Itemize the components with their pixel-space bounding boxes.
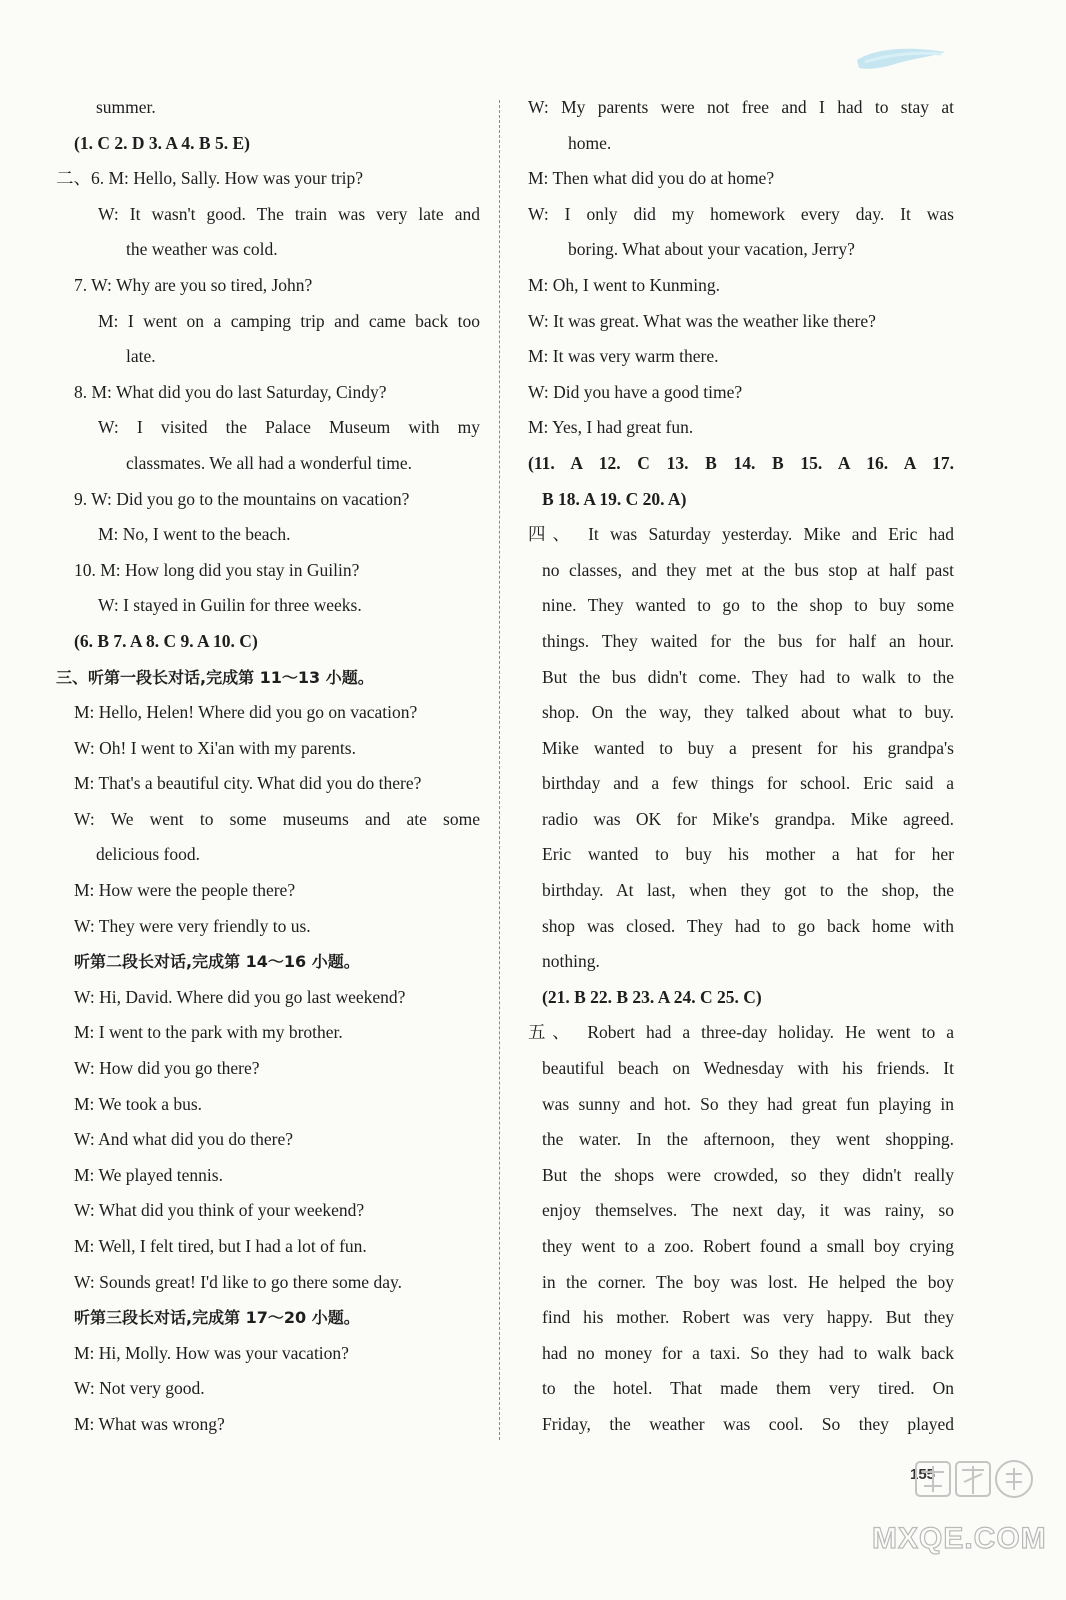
column-divider xyxy=(499,100,500,1440)
left-column-line: M: How were the people there? xyxy=(74,880,296,901)
decorative-brush-stroke xyxy=(855,42,947,74)
left-column-line: M: Hello, Helen! Where did you go on vacation? xyxy=(74,702,418,723)
right-column-line: M: It was very warm there. xyxy=(528,346,719,367)
left-column-line: M: That's a beautiful city. What did you do there? xyxy=(74,773,422,794)
right-column-line: was sunny and hot. So they had great fun playing in xyxy=(542,1093,954,1114)
left-column-line: W: It wasn't good. The train was very late and xyxy=(98,203,480,224)
left-column-line: W: How did you go there? xyxy=(74,1058,260,1079)
left-column-line: M: I went to the park with my brother. xyxy=(74,1022,343,1043)
right-column-line: things. They waited for the bus for half an hour. xyxy=(542,630,954,651)
left-column-line: 8. M: What did you do last Saturday, Cindy? xyxy=(74,381,387,402)
right-column-line: boring. What about your vacation, Jerry? xyxy=(568,239,855,260)
left-column-line: 10. M: How long did you stay in Guilin? xyxy=(74,559,360,580)
left-column xyxy=(56,90,480,1443)
left-column-line: the weather was cold. xyxy=(126,239,278,260)
left-column-line: summer. xyxy=(96,97,156,117)
left-column-line: late. xyxy=(126,346,156,367)
right-column xyxy=(528,90,954,1443)
left-column-line: M: Hi, Molly. How was your vacation? xyxy=(74,1342,349,1363)
left-column-line: 二、6. M: Hello, Sally. How was your trip? xyxy=(56,168,364,189)
right-column-line: M: Then what did you do at home? xyxy=(528,168,775,189)
left-column-line: W: Sounds great! I'd like to go there some day. xyxy=(74,1271,402,1292)
right-column-line: in the corner. The boy was lost. He helped the boy xyxy=(542,1271,954,1292)
left-column-line: W: I visited the Palace Museum with my xyxy=(98,417,480,438)
left-column-line: classmates. We all had a wonderful time. xyxy=(126,452,412,473)
page-number: 155 xyxy=(910,1466,936,1483)
right-column-line: W: I only did my homework every day. It was xyxy=(528,203,954,224)
left-column-line: M: What was wrong? xyxy=(74,1413,225,1434)
left-column-line: 听第三段长对话,完成第 17～20 小题。 xyxy=(74,1308,360,1328)
left-column-line: M: We played tennis. xyxy=(74,1164,223,1185)
left-column-line: W: We went to some museums and ate some xyxy=(74,808,480,829)
right-column-line: Mike wanted to buy a present for his grandpa's xyxy=(542,737,954,758)
right-column-line: M: Oh, I went to Kunming. xyxy=(528,274,721,295)
right-column-line: they went to a zoo. Robert found a small boy crying xyxy=(542,1236,954,1256)
left-column-line: W: They were very friendly to us. xyxy=(74,915,311,936)
right-column-line: 五、 Robert had a three-day holiday. He went to a xyxy=(528,1022,954,1043)
left-column-line: 听第二段长对话,完成第 14～16 小题。 xyxy=(74,952,360,972)
left-column-line: W: I stayed in Guilin for three weeks. xyxy=(98,595,362,616)
right-column-line: the water. In the afternoon, they went shopping. xyxy=(542,1129,954,1150)
left-column-line: M: Well, I felt tired, but I had a lot of fun. xyxy=(74,1236,367,1256)
right-column-line: nothing. xyxy=(542,951,600,972)
right-column-line: W: My parents were not free and I had to stay at xyxy=(528,97,954,117)
right-column-line: birthday and a few things for school. Eric said a xyxy=(542,773,954,794)
right-column-line: W: Did you have a good time? xyxy=(528,381,743,402)
left-column-line: (1. C 2. D 3. A 4. B 5. E) xyxy=(74,132,250,153)
right-column-line: to the hotel. That made them very tired. On xyxy=(542,1378,954,1399)
right-column-line: M: Yes, I had great fun. xyxy=(528,417,694,438)
left-column-line: W: Oh! I went to Xi'an with my parents. xyxy=(74,737,356,758)
left-column-line: 9. W: Did you go to the mountains on vacation? xyxy=(74,488,410,509)
left-column-line: M: We took a bus. xyxy=(74,1093,203,1114)
right-column-line: shop. On the way, they talked about what to buy. xyxy=(542,702,954,723)
right-column-line: But the bus didn't come. They had to walk to the xyxy=(542,666,954,687)
left-column-line: W: What did you think of your weekend? xyxy=(74,1200,365,1221)
watermark-text: MXQE.COM xyxy=(872,1522,1047,1555)
left-column-line: delicious food. xyxy=(96,844,201,865)
left-column-line: 7. W: Why are you so tired, John? xyxy=(74,274,313,295)
left-column-line: W: Hi, David. Where did you go last weekend? xyxy=(74,986,406,1007)
left-column-line: (6. B 7. A 8. C 9. A 10. C) xyxy=(74,630,258,651)
right-column-line: Eric wanted to buy his mother a hat for her xyxy=(542,844,954,865)
right-column-line: shop was closed. They had to go back home with xyxy=(542,915,954,936)
right-column-line: beautiful beach on Wednesday with his friends. It xyxy=(542,1058,954,1079)
right-column-line: birthday. At last, when they got to the shop, the xyxy=(542,880,954,901)
right-column-line: enjoy themselves. The next day, it was rainy, so xyxy=(542,1200,954,1221)
right-column-line: find his mother. Robert was very happy. But they xyxy=(542,1307,954,1328)
right-column-line: 四、 It was Saturday yesterday. Mike and Eric had xyxy=(528,524,954,545)
left-column-line: W: And what did you do there? xyxy=(74,1129,294,1150)
left-column-line: M: I went on a camping trip and came back too xyxy=(98,310,480,331)
right-column-line: no classes, and they met at the bus stop at half past xyxy=(542,559,954,580)
right-column-line: radio was OK for Mike's grandpa. Mike agreed. xyxy=(542,808,954,829)
right-column-line: nine. They wanted to go to the shop to buy some xyxy=(542,595,954,616)
right-column-line: home. xyxy=(568,132,612,153)
right-column-line: (21. B 22. B 23. A 24. C 25. C) xyxy=(542,986,762,1007)
left-column-line: 三、听第一段长对话,完成第 11～13 小题。 xyxy=(56,667,374,687)
right-column-line: (11. A 12. C 13. B 14. B 15. A 16. A 17. xyxy=(528,452,954,473)
right-column-line: Friday, the weather was cool. So they played xyxy=(542,1413,954,1434)
left-column-line: W: Not very good. xyxy=(74,1378,205,1399)
right-column-line: W: It was great. What was the weather like there? xyxy=(528,310,876,331)
left-column-line: M: No, I went to the beach. xyxy=(98,524,291,545)
right-column-line: had no money for a taxi. So they had to walk back xyxy=(542,1342,954,1363)
right-column-line: B 18. A 19. C 20. A) xyxy=(542,488,687,509)
right-column-line: But the shops were crowded, so they didn't really xyxy=(542,1164,954,1185)
